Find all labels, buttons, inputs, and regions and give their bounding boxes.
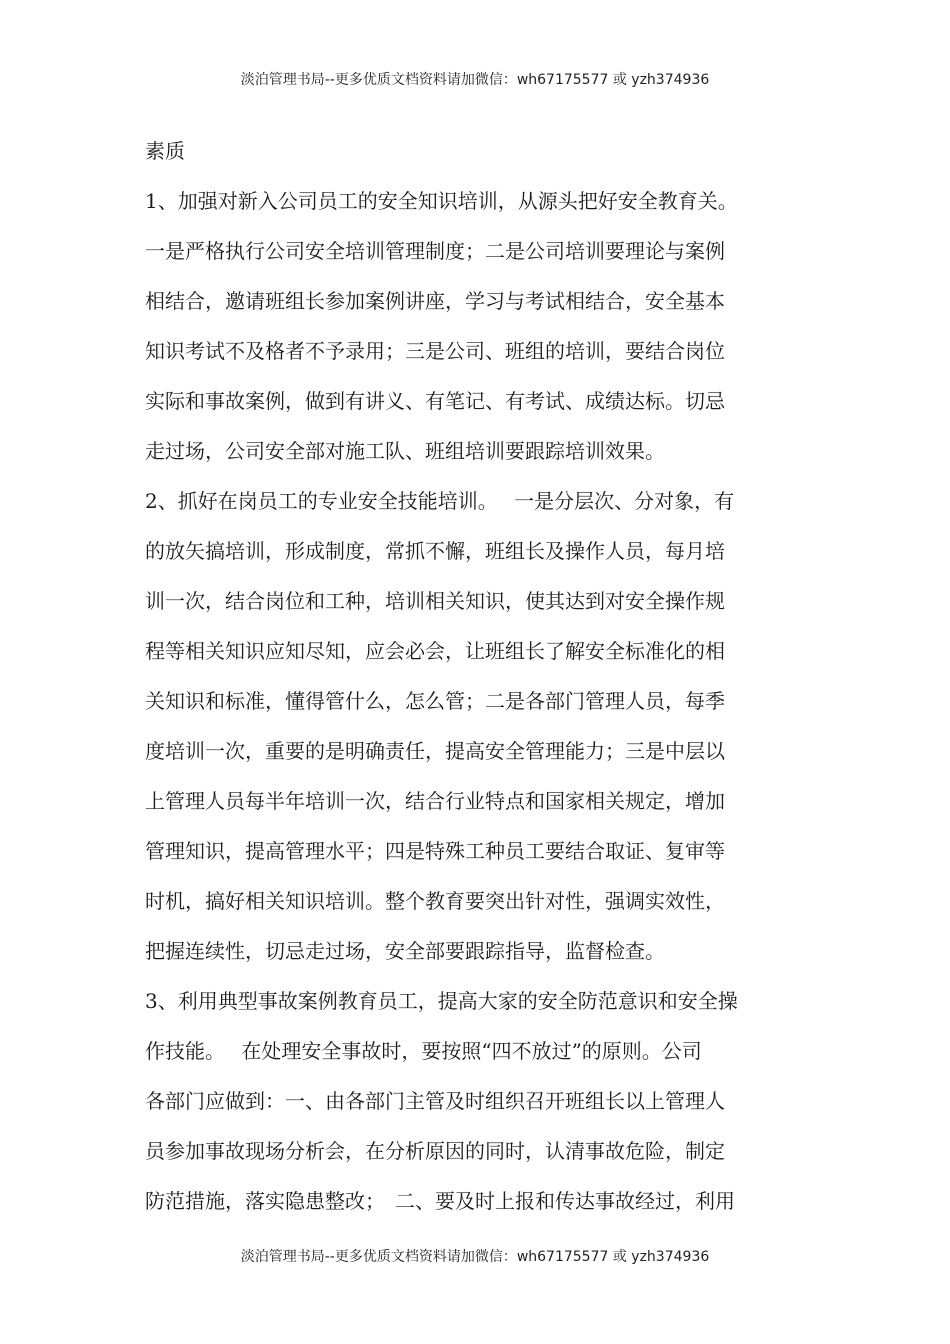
body-line: 各部门应做到：一、由各部门主管及时组织召开班组长以上管理人 xyxy=(145,1089,725,1113)
body-line: 防范措施，落实隐患整改； 二、要及时上报和传达事故经过，利用 xyxy=(145,1189,735,1213)
body-line: 1、加强对新入公司员工的安全知识培训，从源头把好安全教育关。 xyxy=(145,189,738,213)
document-body xyxy=(145,133,815,1233)
page-header: 淡泊管理书局--更多优质文档资料请加微信：wh67175577 或 yzh374936 xyxy=(240,72,710,88)
body-line: 时机，搞好相关知识培训。整个教育要突出针对性，强调实效性， xyxy=(145,889,725,913)
body-line: 程等相关知识应知尽知，应会必会，让班组长了解安全标准化的相 xyxy=(145,639,725,663)
page-footer: 淡泊管理书局--更多优质文档资料请加微信：wh67175577 或 yzh374936 xyxy=(240,1249,710,1265)
body-line: 素质 xyxy=(145,139,185,163)
body-line: 走过场，公司安全部对施工队、班组培训要跟踪培训效果。 xyxy=(145,439,665,463)
body-line: 3、利用典型事故案例教育员工，提高大家的安全防范意识和安全操 xyxy=(145,989,738,1013)
body-line: 管理知识，提高管理水平；四是特殊工种员工要结合取证、复审等 xyxy=(145,839,725,863)
body-line: 员参加事故现场分析会，在分析原因的同时，认清事故危险，制定 xyxy=(145,1139,725,1163)
body-line: 训一次，结合岗位和工种，培训相关知识，使其达到对安全操作规 xyxy=(145,589,725,613)
body-line: 把握连续性，切忌走过场，安全部要跟踪指导，监督检查。 xyxy=(145,939,665,963)
body-line: 实际和事故案例，做到有讲义、有笔记、有考试、成绩达标。切忌 xyxy=(145,389,725,413)
body-line: 2、抓好在岗员工的专业安全技能培训。 一是分层次、分对象，有 xyxy=(145,489,735,513)
body-line: 上管理人员每半年培训一次，结合行业特点和国家相关规定，增加 xyxy=(145,789,725,813)
body-line: 一是严格执行公司安全培训管理制度；二是公司培训要理论与案例 xyxy=(145,239,725,263)
body-line: 的放矢搞培训，形成制度，常抓不懈，班组长及操作人员，每月培 xyxy=(145,539,725,563)
body-line: 度培训一次，重要的是明确责任，提高安全管理能力；三是中层以 xyxy=(145,739,725,763)
body-line: 关知识和标准，懂得管什么，怎么管；二是各部门管理人员，每季 xyxy=(145,689,725,713)
body-line: 知识考试不及格者不予录用；三是公司、班组的培训，要结合岗位 xyxy=(145,339,725,363)
body-line: 相结合，邀请班组长参加案例讲座，学习与考试相结合，安全基本 xyxy=(145,289,725,313)
body-line: 作技能。 在处理安全事故时，要按照“四不放过”的原则。公司 xyxy=(145,1039,702,1063)
